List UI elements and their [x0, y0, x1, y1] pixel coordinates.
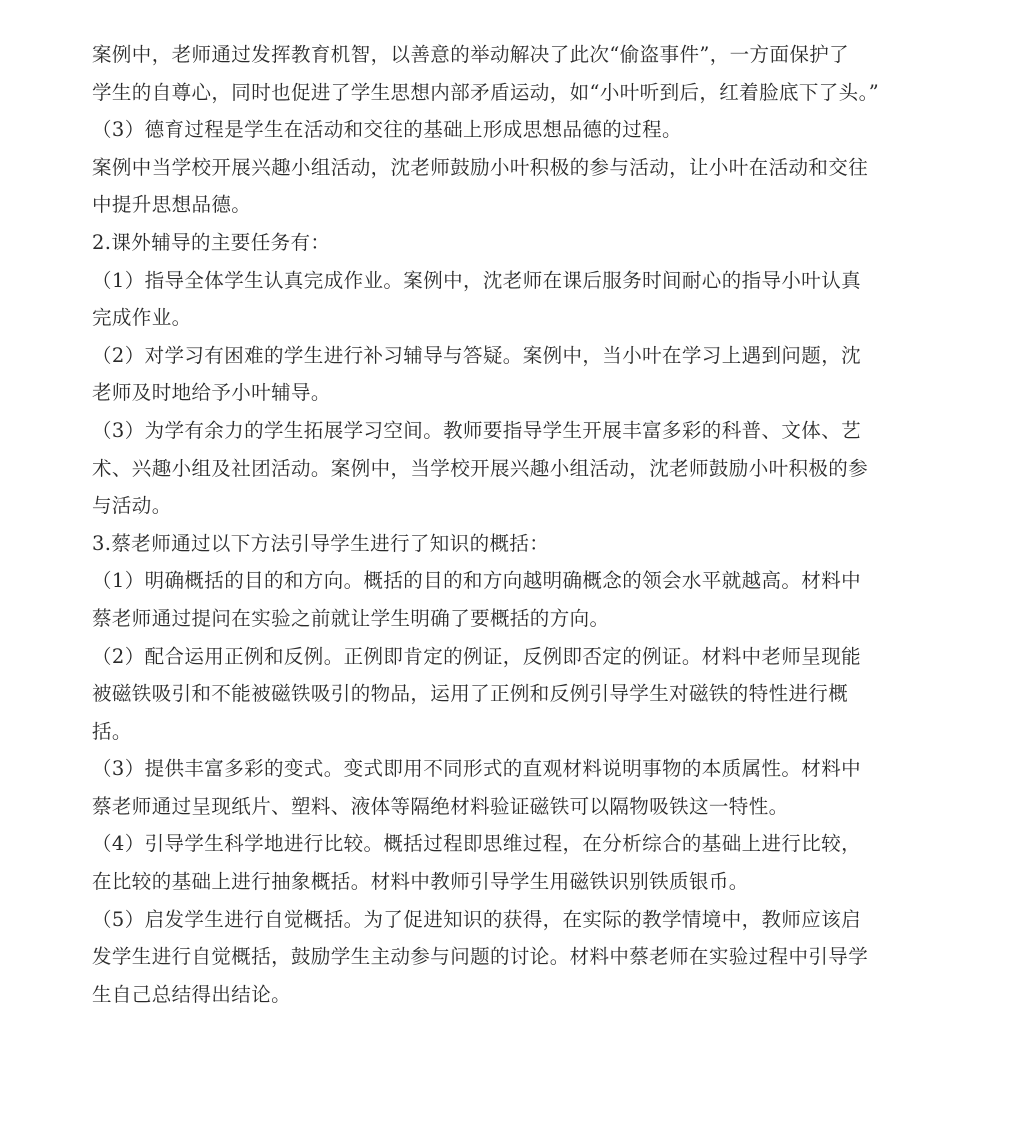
text-line: 中提升思想品德。	[92, 193, 252, 217]
text-line: （3）德育过程是学生在活动和交往的基础上形成思想品德的过程。	[92, 118, 682, 142]
text-line: 蔡老师通过呈现纸片、塑料、液体等隔绝材料验证磁铁可以隔物吸铁这一特性。	[92, 794, 789, 818]
text-line: 术、兴趣小组及社团活动。案例中，当学校开展兴趣小组活动，沈老师鼓励小叶积极的参	[92, 456, 869, 480]
text-line: （2）对学习有困难的学生进行补习辅导与答疑。案例中，当小叶在学习上遇到问题，沈	[92, 343, 862, 367]
text-line: （1）明确概括的目的和方向。概括的目的和方向越明确概念的领会水平就越高。材料中	[92, 569, 862, 593]
text-line: （2）配合运用正例和反例。正例即肯定的例证，反例即否定的例证。材料中老师呈现能	[92, 644, 862, 668]
text-line: （5）启发学生进行自觉概括。为了促进知识的获得，在实际的教学情境中，教师应该启	[92, 907, 862, 931]
text-line: 蔡老师通过提问在实验之前就让学生明确了要概括的方向。	[92, 606, 610, 630]
text-line: 案例中，老师通过发挥教育机智，以善意的举动解决了此次“偷盗事件”，一方面保护了	[92, 43, 850, 66]
text-line: 在比较的基础上进行抽象概括。材料中教师引导学生用磁铁识别铁质银币。	[92, 870, 749, 894]
text-line: （1）指导全体学生认真完成作业。案例中，沈老师在课后服务时间耐心的指导小叶认真	[92, 268, 862, 292]
text-line: 完成作业。	[92, 306, 192, 330]
text-line: （3）提供丰富多彩的变式。变式即用不同形式的直观材料说明事物的本质属性。材料中	[92, 757, 862, 781]
text-line: 老师及时地给予小叶辅导。	[92, 381, 331, 405]
document-body	[92, 36, 942, 1013]
text-line: 发学生进行自觉概括，鼓励学生主动参与问题的讨论。材料中蔡老师在实验过程中引导学	[92, 945, 869, 969]
text-line: 与活动。	[92, 494, 172, 518]
text-line: 生自己总结得出结论。	[92, 982, 292, 1006]
section-heading: 3.蔡老师通过以下方法引导学生进行了知识的概括：	[92, 531, 550, 555]
text-line: 括。	[92, 719, 132, 743]
text-line: 被磁铁吸引和不能被磁铁吸引的物品，运用了正例和反例引导学生对磁铁的特性进行概	[92, 682, 849, 706]
section-heading: 2.课外辅导的主要任务有：	[92, 230, 331, 254]
text-line: （4）引导学生科学地进行比较。概括过程即思维过程，在分析综合的基础上进行比较，	[92, 832, 862, 856]
text-line: 案例中当学校开展兴趣小组活动，沈老师鼓励小叶积极的参与活动，让小叶在活动和交往	[92, 155, 869, 179]
text-line: 学生的自尊心，同时也促进了学生思想内部矛盾运动，如“小叶听到后，红着脸底下了头。”	[92, 80, 880, 104]
text-line: （3）为学有余力的学生拓展学习空间。教师要指导学生开展丰富多彩的科普、文体、艺	[92, 418, 862, 442]
